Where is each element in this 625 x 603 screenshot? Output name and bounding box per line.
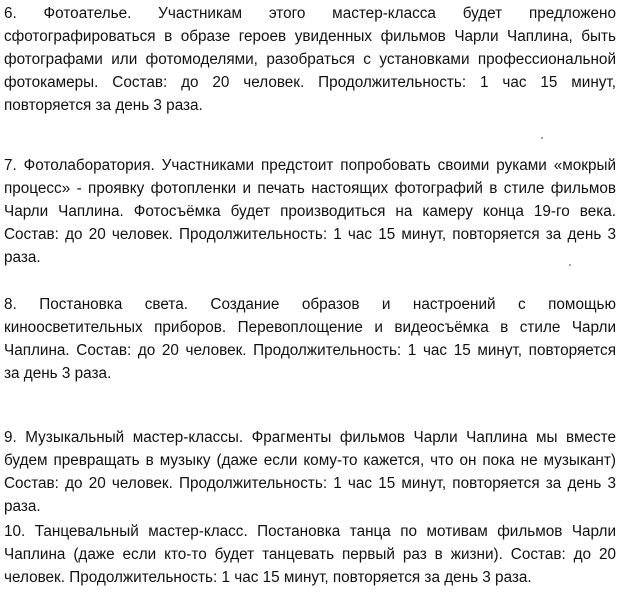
paragraph-item-7	[4, 154, 616, 269]
paragraph-line: повторяется за день 3 раза.	[4, 97, 203, 114]
paragraph-line: сфотографироваться в образе героев увиденных фильмов Чарли Чаплина, быть	[4, 28, 616, 45]
paragraph-item-9	[4, 426, 616, 518]
paragraph-line: Чаплина (даже если кто-то будет танцевать первый раз в жизни). Состав: до 20	[4, 546, 616, 563]
paragraph-line: Состав: до 20 человек. Продолжительность: 1 час 15 минут, повторяется за день 3	[4, 226, 616, 243]
paragraph-line: 9. Музыкальный мастер-классы. Фрагменты фильмов Чарли Чаплина мы вместе	[4, 429, 616, 446]
paragraph-line: будем превращать в музыку (даже если кому-то кажется, что он пока не музыкант)	[4, 452, 616, 469]
scan-speck	[569, 264, 571, 266]
paragraph-line: человек. Продолжительность: 1 час 15 минут, повторяется за день 3 раза.	[4, 569, 532, 586]
paragraph-line: 7. Фотолаборатория. Участниками предстоит попробовать своими руками «мокрый	[4, 157, 616, 174]
paragraph-line: 6. Фотоателье. Участникам этого мастер-класса будет предложено	[4, 5, 616, 22]
paragraph-line: киноосветительных приборов. Перевоплощение и видеосъёмка в стиле Чарли	[4, 319, 616, 336]
paragraph-line: 8. Постановка света. Создание образов и настроений с помощью	[4, 296, 616, 313]
scan-speck	[541, 137, 543, 139]
paragraph-line: 10. Танцевальный мастер-класс. Постановка танца по мотивам фильмов Чарли	[4, 523, 616, 540]
paragraph-line: Чаплина. Состав: до 20 человек. Продолжительность: 1 час 15 минут, повторяется	[4, 342, 616, 359]
paragraph-line: фотокамеры. Состав: до 20 человек. Продолжительность: 1 час 15 минут,	[4, 74, 616, 91]
paragraph-line: фотографами или фотомоделями, разобраться с установками профессиональной	[4, 51, 616, 68]
paragraph-line: Чарли Чаплина. Фотосъёмка будет производиться на камеру конца 19-го века.	[4, 203, 616, 220]
paragraph-line: процесс» - проявку фотопленки и печать настоящих фотографий в стиле фильмов	[4, 180, 616, 197]
paragraph-item-10	[4, 520, 616, 589]
paragraph-line: Состав: до 20 человек. Продолжительность: 1 час 15 минут, повторяется за день 3	[4, 475, 616, 492]
paragraph-line: за день 3 раза.	[4, 365, 112, 382]
paragraph-line: раза.	[4, 498, 41, 515]
paragraph-item-6	[4, 2, 616, 117]
paragraph-item-8	[4, 293, 616, 385]
paragraph-line: раза.	[4, 249, 41, 266]
